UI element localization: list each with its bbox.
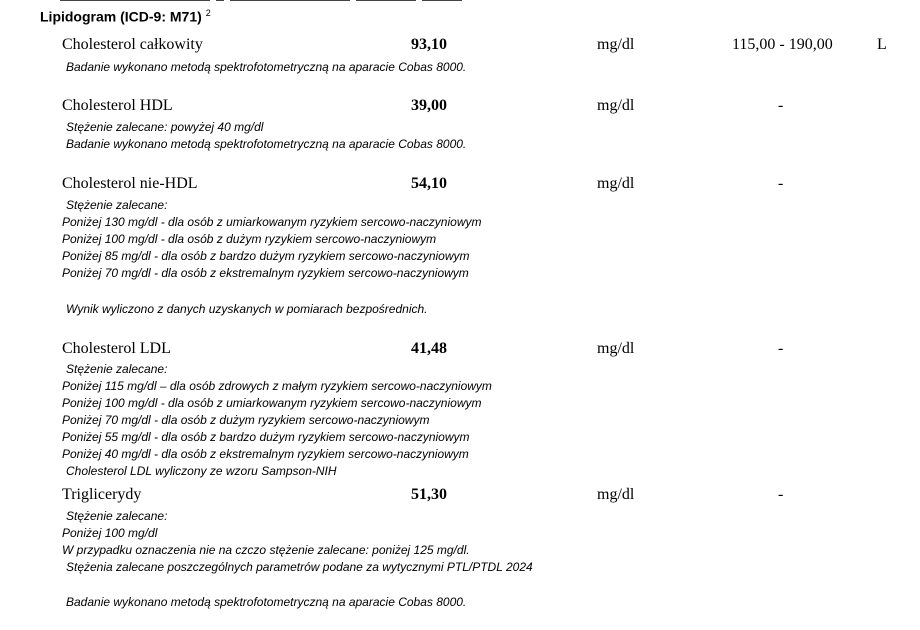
test-value: 54,10 bbox=[411, 175, 447, 192]
test-value: 39,00 bbox=[411, 97, 447, 114]
test-reference-range: - bbox=[778, 340, 784, 357]
test-note: Stężenia zalecane poszczególnych parametrów podane za wytycznymi PTL/PTDL 2024 bbox=[66, 560, 533, 574]
test-note: Poniżej 130 mg/dl - dla osób z umiarkowanym ryzykiem sercowo-naczyniowym bbox=[62, 215, 482, 229]
cut-off-previous-line bbox=[60, 0, 540, 3]
test-reference-range: - bbox=[778, 175, 784, 192]
panel-title-superscript: 2 bbox=[205, 8, 211, 18]
test-note: Poniżej 100 mg/dl bbox=[62, 526, 158, 540]
panel-title-text: Lipidogram (ICD-9: M71) bbox=[40, 8, 202, 25]
test-note: Poniżej 100 mg/dl - dla osób z umiarkowanym ryzykiem sercowo-naczyniowym bbox=[62, 396, 482, 410]
test-note: Wynik wyliczono z danych uzyskanych w pomiarach bezpośrednich. bbox=[66, 302, 428, 316]
test-unit: mg/dl bbox=[597, 97, 635, 114]
test-row-cholesterol-ldl bbox=[0, 340, 920, 360]
test-flag: L bbox=[877, 36, 887, 53]
test-name: Cholesterol HDL bbox=[62, 97, 173, 114]
test-unit: mg/dl bbox=[597, 340, 635, 357]
test-note: Badanie wykonano metodą spektrofotometryczną na aparacie Cobas 8000. bbox=[66, 137, 467, 151]
test-name: Cholesterol nie-HDL bbox=[62, 175, 198, 192]
test-row-cholesterol-non-hdl bbox=[0, 175, 920, 195]
test-note: Stężenie zalecane: bbox=[66, 509, 168, 523]
test-name: Cholesterol całkowity bbox=[62, 36, 203, 53]
test-note: Badanie wykonano metodą spektrofotometryczną na aparacie Cobas 8000. bbox=[66, 60, 467, 74]
test-value: 41,48 bbox=[411, 340, 447, 357]
test-value: 93,10 bbox=[411, 36, 447, 53]
test-note: Stężenie zalecane: powyżej 40 mg/dl bbox=[66, 120, 264, 134]
test-note: Poniżej 85 mg/dl - dla osób z bardzo dużym ryzykiem sercowo-naczyniowym bbox=[62, 249, 470, 263]
test-value: 51,30 bbox=[411, 486, 447, 503]
panel-title bbox=[40, 8, 211, 25]
test-note: Poniżej 70 mg/dl - dla osób z dużym ryzykiem sercowo-naczyniowym bbox=[62, 413, 430, 427]
test-unit: mg/dl bbox=[597, 36, 635, 53]
test-note: Cholesterol LDL wyliczony ze wzoru Sampson-NIH bbox=[66, 464, 337, 478]
test-reference-range: - bbox=[778, 97, 784, 114]
test-note: W przypadku oznaczenia nie na czczo stężenie zalecane: poniżej 125 mg/dl. bbox=[62, 543, 470, 557]
test-note: Poniżej 55 mg/dl - dla osób z bardzo dużym ryzykiem sercowo-naczyniowym bbox=[62, 430, 470, 444]
test-note: Poniżej 115 mg/dl – dla osób zdrowych z małym ryzykiem sercowo-naczyniowym bbox=[62, 379, 492, 393]
test-reference-range: - bbox=[778, 486, 784, 503]
test-unit: mg/dl bbox=[597, 175, 635, 192]
test-note: Stężenie zalecane: bbox=[66, 198, 168, 212]
test-name: Cholesterol LDL bbox=[62, 340, 171, 357]
test-note: Badanie wykonano metodą spektrofotometryczną na aparacie Cobas 8000. bbox=[66, 595, 467, 609]
test-row-triglycerides bbox=[0, 486, 920, 506]
test-note: Poniżej 40 mg/dl - dla osób z ekstremalnym ryzykiem sercowo-naczyniowym bbox=[62, 447, 469, 461]
test-note: Poniżej 100 mg/dl - dla osób z dużym ryzykiem sercowo-naczyniowym bbox=[62, 232, 437, 246]
test-note: Stężenie zalecane: bbox=[66, 362, 168, 376]
test-name: Triglicerydy bbox=[62, 486, 142, 503]
test-row-cholesterol-total bbox=[0, 36, 920, 56]
test-row-cholesterol-hdl bbox=[0, 97, 920, 117]
test-unit: mg/dl bbox=[597, 486, 635, 503]
test-reference-range: 115,00 - 190,00 bbox=[732, 36, 833, 53]
test-note: Poniżej 70 mg/dl - dla osób z ekstremalnym ryzykiem sercowo-naczyniowym bbox=[62, 266, 469, 280]
